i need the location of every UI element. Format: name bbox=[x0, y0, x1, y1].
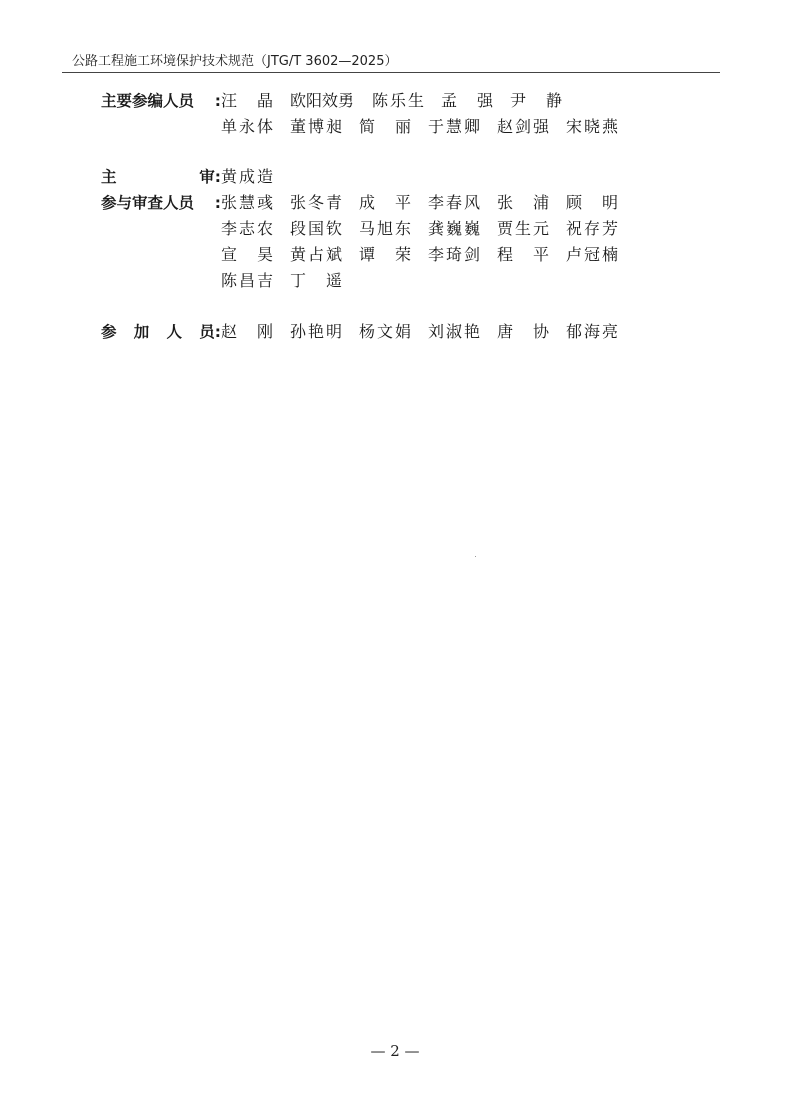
running-header: 公路工程施工环境保护技术规范（JTG/T 3602—2025） bbox=[72, 54, 398, 69]
name-list bbox=[221, 164, 641, 190]
person-name: 宋晓燕 bbox=[566, 117, 618, 136]
person-name: 简丽 bbox=[359, 117, 411, 136]
person-name: 董博昶 bbox=[290, 117, 342, 136]
section-participants bbox=[101, 319, 641, 345]
person-name: 成平 bbox=[359, 193, 411, 212]
person-name: 孟强 bbox=[441, 91, 493, 110]
page-number: — 2 — bbox=[370, 1042, 420, 1060]
person-name: 李春风 bbox=[428, 193, 480, 212]
section-reviewers bbox=[101, 190, 641, 294]
person-name: 陈昌吉 bbox=[221, 271, 273, 290]
person-name: 单永体 bbox=[221, 117, 273, 136]
name-list bbox=[221, 319, 641, 345]
person-name: 龚巍巍 bbox=[428, 219, 480, 238]
person-name: 黄占斌 bbox=[290, 245, 342, 264]
person-name: 宣昊 bbox=[221, 245, 273, 264]
person-name: 赵剑强 bbox=[497, 117, 549, 136]
person-name: 顾明 bbox=[566, 193, 618, 212]
section-main-editors bbox=[101, 88, 641, 140]
person-name: 丁遥 bbox=[290, 271, 342, 290]
person-name: 张浦 bbox=[497, 193, 549, 212]
name-list bbox=[221, 190, 641, 294]
section-label: 主要参编人员 : bbox=[101, 92, 221, 110]
person-name: 程平 bbox=[497, 245, 549, 264]
section-label: 主 审: bbox=[101, 168, 221, 186]
person-name: 马旭东 bbox=[359, 219, 411, 238]
person-name: 段国钦 bbox=[290, 219, 342, 238]
person-name: 孙艳明 bbox=[290, 322, 342, 341]
person-name: 刘淑艳 bbox=[428, 322, 480, 341]
section-label: 参 加 人 员: bbox=[101, 323, 221, 341]
person-name: 李琦剑 bbox=[428, 245, 480, 264]
stray-dot bbox=[475, 556, 476, 557]
person-name: 郁海亮 bbox=[566, 322, 618, 341]
section-label: 参与审查人员 : bbox=[101, 194, 221, 212]
person-name: 尹静 bbox=[510, 91, 562, 110]
name-list bbox=[221, 88, 641, 140]
person-name: 贾生元 bbox=[497, 219, 549, 238]
person-name: 赵刚 bbox=[221, 322, 273, 341]
person-name: 欧阳效勇 bbox=[290, 91, 355, 110]
person-name: 谭荣 bbox=[359, 245, 411, 264]
person-name: 杨文娟 bbox=[359, 322, 411, 341]
person-name: 陈乐生 bbox=[372, 91, 424, 110]
person-name: 张冬青 bbox=[290, 193, 342, 212]
section-chief-reviewer bbox=[101, 164, 641, 190]
person-name: 黄成造 bbox=[221, 167, 273, 186]
person-name: 于慧卿 bbox=[428, 117, 480, 136]
person-name: 李志农 bbox=[221, 219, 273, 238]
header-rule bbox=[62, 72, 720, 73]
person-name: 张慧彧 bbox=[221, 193, 273, 212]
person-name: 祝存芳 bbox=[566, 219, 618, 238]
person-name: 唐协 bbox=[497, 322, 549, 341]
person-name: 卢冠楠 bbox=[566, 245, 618, 264]
person-name: 汪晶 bbox=[221, 91, 273, 110]
